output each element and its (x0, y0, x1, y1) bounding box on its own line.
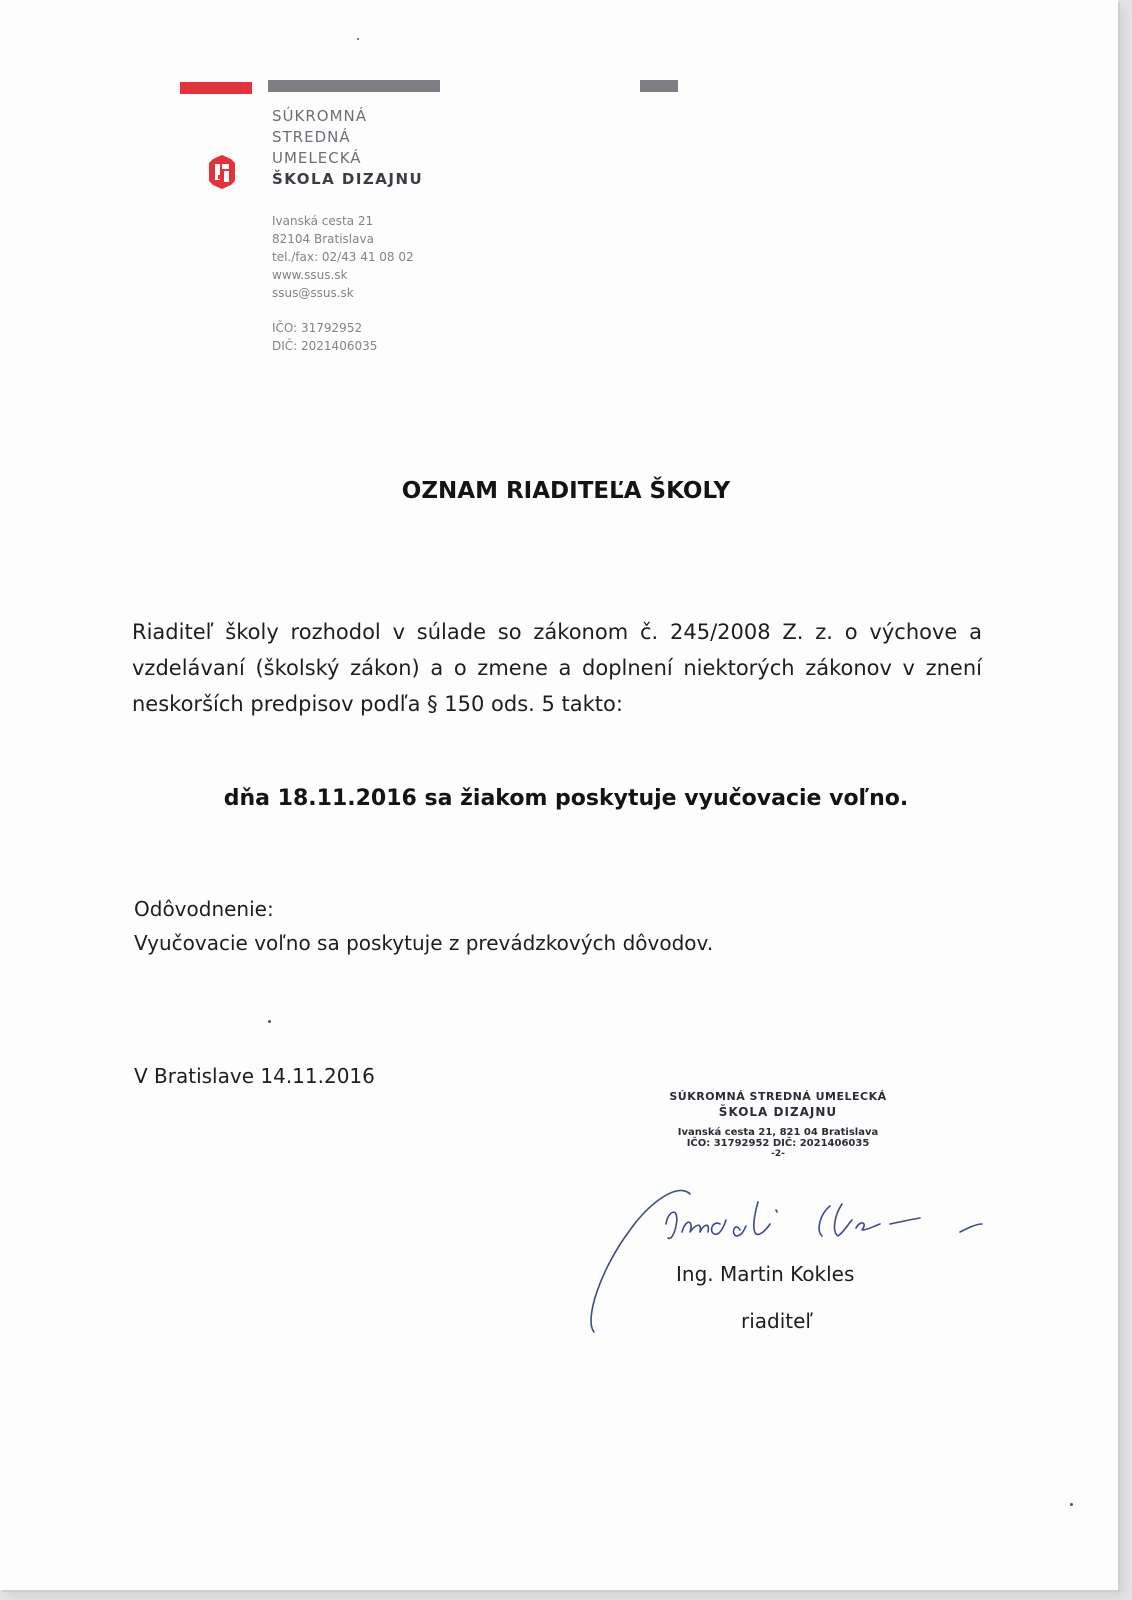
ico-line: IČO: 31792952 (272, 321, 363, 335)
decision-statement: dňa 18.11.2016 sa žiakom poskytuje vyučovacie voľno. (223, 786, 909, 811)
signer-role: riaditeľ (741, 1309, 813, 1333)
stamp-line-1: SÚKROMNÁ STREDNÁ UMELECKÁ (669, 1090, 887, 1103)
school-name (272, 106, 423, 190)
school-name-line-2: STREDNÁ (272, 128, 351, 146)
phone-line: tel./fax: 02/43 41 08 02 (272, 250, 414, 264)
reason-heading: Odôvodnenie: (134, 897, 274, 921)
school-name-line-3: UMELECKÁ (272, 149, 362, 167)
school-stamp (648, 1090, 908, 1159)
scan-speck (1070, 1503, 1073, 1506)
stamp-line-4: IČO: 31792952 DIČ: 2021406035 (686, 1138, 870, 1149)
reason-text: Vyučovacie voľno sa poskytuje z prevádzkových dôvodov. (134, 931, 714, 955)
contact-block (272, 212, 414, 355)
stamp-line-2: ŠKOLA DIZAJNU (718, 1105, 838, 1119)
scan-speck (268, 1020, 271, 1023)
document-title: OZNAM RIADITEĽA ŠKOLY (401, 478, 731, 504)
letterhead-gray-bar-small (640, 80, 678, 92)
school-name-bold: ŠKOLA DIZAJNU (272, 170, 424, 188)
email-link[interactable]: ssus@ssus.sk (272, 286, 354, 300)
signer-name: Ing. Martin Kokles (676, 1262, 855, 1286)
address-line: Ivanská cesta 21 (272, 214, 374, 228)
letterhead-red-bar (180, 82, 252, 94)
stamp-line-5: -2- (771, 1149, 785, 1159)
scan-speck (357, 38, 359, 40)
letterhead-gray-bar (268, 80, 440, 92)
school-logo-icon (209, 155, 235, 189)
body-paragraph: Riaditeľ školy rozhodol v súlade so zákonom č. 245/2008 Z. z. o výchove a vzdelávaní (školský zákon) a o zmene a doplnení niektorých zákonov v znení neskorších predpisov podľa § 150 ods. 5 takto: (132, 620, 982, 716)
city-line: 82104 Bratislava (272, 232, 374, 246)
stamp-line-3: Ivanská cesta 21, 821 04 Bratislava (677, 1127, 879, 1138)
dic-line: DIČ: 2021406035 (272, 339, 378, 353)
reason-block (134, 892, 713, 960)
web-link[interactable]: www.ssus.sk (272, 268, 348, 282)
place-date: V Bratislave 14.11.2016 (134, 1064, 375, 1088)
school-name-line-1: SÚKROMNÁ (272, 107, 367, 125)
